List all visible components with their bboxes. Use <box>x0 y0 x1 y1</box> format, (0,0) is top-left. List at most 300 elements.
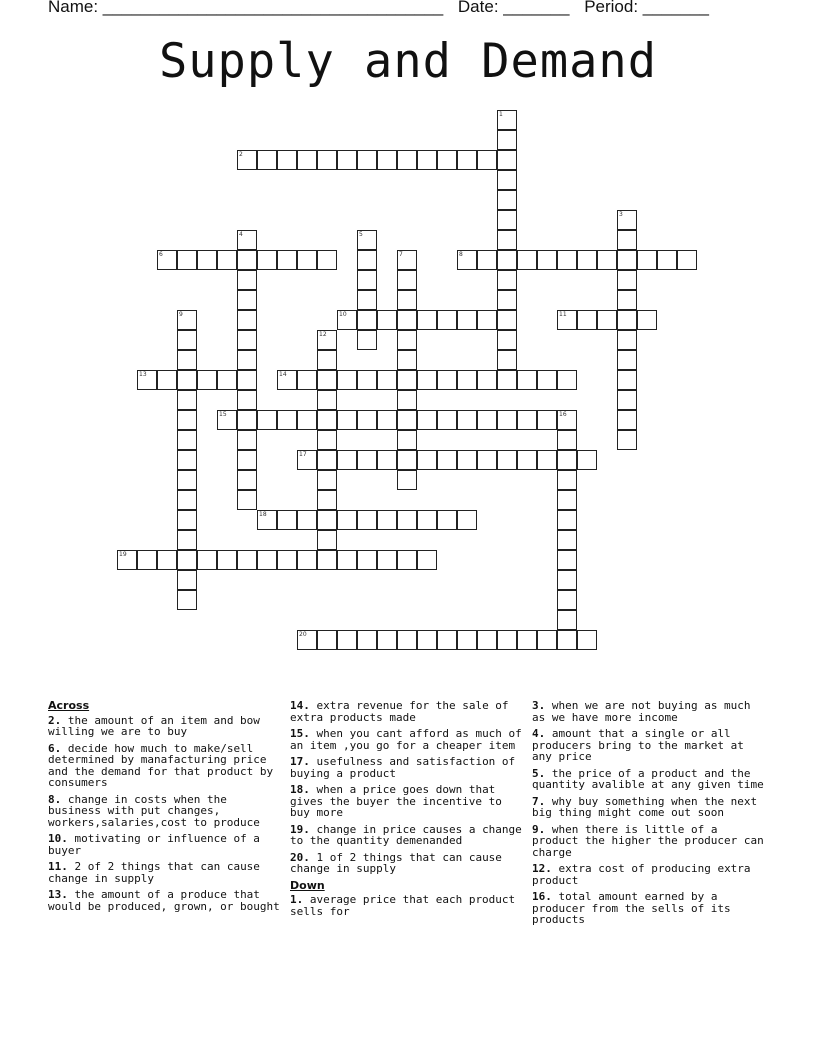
cell-number: 4 <box>239 231 243 238</box>
cell-number: 7 <box>399 251 403 258</box>
crossword-cell[interactable] <box>437 510 457 530</box>
crossword-cell[interactable] <box>497 330 517 350</box>
cell-number: 6 <box>159 251 163 258</box>
crossword-cell[interactable] <box>177 450 197 470</box>
crossword-cell[interactable] <box>497 350 517 370</box>
crossword-cell[interactable] <box>497 290 517 310</box>
crossword-cell[interactable] <box>577 250 597 270</box>
crossword-cell[interactable] <box>337 550 357 570</box>
crossword-cell[interactable] <box>397 550 417 570</box>
crossword-cell[interactable] <box>557 530 577 550</box>
crossword-cell[interactable] <box>397 290 417 310</box>
crossword-cell[interactable] <box>497 210 517 230</box>
crossword-cell[interactable] <box>237 550 257 570</box>
crossword-cell[interactable] <box>397 630 417 650</box>
clue-item <box>290 852 522 875</box>
cell-number: 9 <box>179 311 183 318</box>
clue-item <box>290 894 522 917</box>
crossword-cell[interactable] <box>577 450 597 470</box>
crossword-cell[interactable] <box>337 450 357 470</box>
crossword-cell[interactable] <box>297 410 317 430</box>
clue-item <box>48 743 280 789</box>
crossword-cell[interactable] <box>397 330 417 350</box>
crossword-cell[interactable] <box>177 590 197 610</box>
clue-number: 14. <box>290 699 310 712</box>
clue-number: 17. <box>290 755 310 768</box>
crossword-cell[interactable] <box>317 630 337 650</box>
crossword-cell[interactable] <box>557 250 577 270</box>
clue-number: 11. <box>48 860 68 873</box>
clue-text: when there is little of a product the higher the producer can charge <box>532 822 764 859</box>
clue-text: the price of a product and the quantity avalible at any given time <box>532 766 764 791</box>
cell-number: 20 <box>299 631 307 638</box>
crossword-cell[interactable] <box>397 390 417 410</box>
clue-number: 3. <box>532 699 546 712</box>
clue-text: extra revenue for the sale of extra products made <box>290 699 509 724</box>
crossword-cell[interactable] <box>377 410 397 430</box>
crossword-cell[interactable] <box>317 330 337 350</box>
crossword-cell[interactable] <box>357 250 377 270</box>
crossword-cell[interactable] <box>497 170 517 190</box>
clue-item <box>532 891 764 926</box>
clue-number: 6. <box>48 741 62 755</box>
crossword-cell[interactable] <box>177 330 197 350</box>
crossword-cell[interactable] <box>417 550 437 570</box>
cell-number: 14 <box>279 371 287 378</box>
crossword-cell[interactable] <box>617 410 637 430</box>
crossword-cell[interactable] <box>317 450 337 470</box>
crossword-cell[interactable] <box>517 370 537 390</box>
crossword-cell[interactable] <box>237 230 257 250</box>
clue-item <box>290 700 522 723</box>
crossword-cell[interactable] <box>257 250 277 270</box>
crossword-cell[interactable] <box>117 550 137 570</box>
crossword-cell[interactable] <box>397 470 417 490</box>
crossword-cell[interactable] <box>317 410 337 430</box>
crossword-cell[interactable] <box>517 410 537 430</box>
crossword-cell[interactable] <box>417 150 437 170</box>
crossword-cell[interactable] <box>377 630 397 650</box>
crossword-cell[interactable] <box>237 350 257 370</box>
crossword-cell[interactable] <box>237 150 257 170</box>
crossword-cell[interactable] <box>317 530 337 550</box>
crossword-cell[interactable] <box>277 150 297 170</box>
clue-text: the amount of an item and bow willing we are to buy <box>48 713 260 738</box>
crossword-cell[interactable] <box>397 450 417 470</box>
cell-number: 19 <box>119 551 127 558</box>
crossword-cell[interactable] <box>557 410 577 430</box>
crossword-cell[interactable] <box>417 630 437 650</box>
crossword-cell[interactable] <box>417 510 437 530</box>
crossword-cell[interactable] <box>337 310 357 330</box>
crossword-cell[interactable] <box>557 470 577 490</box>
cell-number: 18 <box>259 511 267 518</box>
crossword-cell[interactable] <box>337 630 357 650</box>
crossword-cell[interactable] <box>317 490 337 510</box>
crossword-cell[interactable] <box>437 150 457 170</box>
cell-number: 17 <box>299 451 307 458</box>
name-field[interactable]: Name: ____________________________________ <box>48 0 444 16</box>
crossword-cell[interactable] <box>457 150 477 170</box>
clue-number: 18. <box>290 783 310 796</box>
crossword-cell[interactable] <box>357 330 377 350</box>
crossword-cell[interactable] <box>297 250 317 270</box>
crossword-cell[interactable] <box>397 310 417 330</box>
crossword-cell[interactable] <box>137 550 157 570</box>
crossword-cell[interactable] <box>317 350 337 370</box>
cell-number: 1 <box>499 111 503 118</box>
crossword-cell[interactable] <box>557 490 577 510</box>
crossword-cell[interactable] <box>677 250 697 270</box>
clue-item <box>532 700 764 723</box>
crossword-cell[interactable] <box>497 230 517 250</box>
crossword-cell[interactable] <box>237 330 257 350</box>
crossword-cell[interactable] <box>657 250 677 270</box>
crossword-cell[interactable] <box>357 150 377 170</box>
clue-number: 5. <box>532 766 546 780</box>
crossword-cell[interactable] <box>177 250 197 270</box>
crossword-cell[interactable] <box>437 410 457 430</box>
clue-number: 20. <box>290 850 310 864</box>
crossword-cell[interactable] <box>617 210 637 230</box>
cell-number: 12 <box>319 331 327 338</box>
clue-text: the amount of a produce that would be produced, grown, or bought <box>48 888 280 913</box>
crossword-cell[interactable] <box>377 550 397 570</box>
crossword-cell[interactable] <box>237 430 257 450</box>
clue-text: decide how much to make/sell determined by manafacturing price and the demand for that product by consumers <box>48 741 274 789</box>
clue-item <box>290 784 522 819</box>
crossword-cell[interactable] <box>177 410 197 430</box>
crossword-cell[interactable] <box>557 570 577 590</box>
crossword-cell[interactable] <box>457 310 477 330</box>
crossword-cell[interactable] <box>357 410 377 430</box>
crossword-cell[interactable] <box>637 310 657 330</box>
crossword-cell[interactable] <box>137 370 157 390</box>
crossword-cell[interactable] <box>517 250 537 270</box>
period-field[interactable]: Period: _______ <box>584 0 709 16</box>
crossword-cell[interactable] <box>177 530 197 550</box>
clue-item <box>290 756 522 779</box>
clue-item <box>532 824 764 859</box>
crossword-cell[interactable] <box>277 410 297 430</box>
crossword-cell[interactable] <box>177 390 197 410</box>
crossword-cell[interactable] <box>637 250 657 270</box>
crossword-cell[interactable] <box>477 250 497 270</box>
crossword-cell[interactable] <box>497 110 517 130</box>
crossword-cell[interactable] <box>557 590 577 610</box>
clue-number: 15. <box>290 727 310 740</box>
crossword-cell[interactable] <box>377 450 397 470</box>
crossword-cell[interactable] <box>357 230 377 250</box>
cell-number: 8 <box>459 251 463 258</box>
crossword-cell[interactable] <box>537 630 557 650</box>
crossword-cell[interactable] <box>617 310 637 330</box>
crossword-cell[interactable] <box>317 470 337 490</box>
crossword-cell[interactable] <box>317 250 337 270</box>
across-heading: Across <box>48 699 90 712</box>
crossword-cell[interactable] <box>617 230 637 250</box>
crossword-cell[interactable] <box>337 150 357 170</box>
crossword-cell[interactable] <box>537 410 557 430</box>
cell-number: 10 <box>339 311 347 318</box>
clue-item <box>48 861 280 884</box>
crossword-cell[interactable] <box>237 470 257 490</box>
crossword-cell[interactable] <box>357 510 377 530</box>
crossword-cell[interactable] <box>437 310 457 330</box>
crossword-cell[interactable] <box>157 250 177 270</box>
crossword-cell[interactable] <box>457 510 477 530</box>
crossword-cell[interactable] <box>617 350 637 370</box>
crossword-cell[interactable] <box>177 370 197 390</box>
crossword-cell[interactable] <box>357 450 377 470</box>
clue-number: 16. <box>532 890 552 903</box>
crossword-cell[interactable] <box>377 310 397 330</box>
clue-column-3 <box>532 700 764 931</box>
crossword-cell[interactable] <box>277 370 297 390</box>
crossword-cell[interactable] <box>597 310 617 330</box>
crossword-cell[interactable] <box>437 370 457 390</box>
crossword-cell[interactable] <box>237 290 257 310</box>
crossword-cell[interactable] <box>217 370 237 390</box>
crossword-cell[interactable] <box>177 310 197 330</box>
clue-number: 1. <box>290 893 304 906</box>
crossword-cell[interactable] <box>257 550 277 570</box>
crossword-cell[interactable] <box>577 310 597 330</box>
crossword-cell[interactable] <box>217 410 237 430</box>
clue-text: average price that each product sells for <box>290 893 516 918</box>
crossword-cell[interactable] <box>437 450 457 470</box>
crossword-cell[interactable] <box>177 490 197 510</box>
crossword-cell[interactable] <box>477 410 497 430</box>
clue-item <box>290 824 522 847</box>
clue-text: amount that a single or all producers bring to the market at any price <box>532 727 744 763</box>
clue-item <box>48 889 280 912</box>
crossword-cell[interactable] <box>277 550 297 570</box>
crossword-cell[interactable] <box>357 270 377 290</box>
clue-text: when a price goes down that gives the buyer the incentive to buy more <box>290 783 502 819</box>
crossword-cell[interactable] <box>237 390 257 410</box>
crossword-cell[interactable] <box>337 410 357 430</box>
crossword-cell[interactable] <box>597 250 617 270</box>
crossword-cell[interactable] <box>237 410 257 430</box>
crossword-cell[interactable] <box>537 370 557 390</box>
crossword-cell[interactable] <box>517 450 537 470</box>
crossword-cell[interactable] <box>457 370 477 390</box>
crossword-cell[interactable] <box>257 410 277 430</box>
crossword-cell[interactable] <box>157 370 177 390</box>
cell-number: 16 <box>559 411 567 418</box>
crossword-cell[interactable] <box>477 630 497 650</box>
cell-number: 5 <box>359 231 363 238</box>
crossword-cell[interactable] <box>237 310 257 330</box>
clue-text: 2 of 2 things that can cause change in supply <box>48 860 260 885</box>
crossword-cell[interactable] <box>477 450 497 470</box>
crossword-cell[interactable] <box>397 370 417 390</box>
clue-number: 4. <box>532 727 546 740</box>
crossword-cell[interactable] <box>497 270 517 290</box>
crossword-cell[interactable] <box>357 370 377 390</box>
cell-number: 13 <box>139 371 147 378</box>
crossword-cell[interactable] <box>617 250 637 270</box>
clue-text: motivating or influence of a buyer <box>48 832 260 857</box>
crossword-cell[interactable] <box>177 470 197 490</box>
clue-text: extra cost of producing extra product <box>532 862 751 887</box>
clue-item <box>532 863 764 886</box>
crossword-cell[interactable] <box>617 430 637 450</box>
crossword-cell[interactable] <box>497 370 517 390</box>
crossword-cell[interactable] <box>357 310 377 330</box>
crossword-cell[interactable] <box>217 550 237 570</box>
crossword-cell[interactable] <box>297 630 317 650</box>
crossword-cell[interactable] <box>557 370 577 390</box>
crossword-cell[interactable] <box>437 630 457 650</box>
clue-text: 1 of 2 things that can cause change in supply <box>290 850 502 875</box>
clue-item <box>532 728 764 763</box>
crossword-cell[interactable] <box>497 250 517 270</box>
crossword-cell[interactable] <box>417 310 437 330</box>
crossword-cell[interactable] <box>237 250 257 270</box>
clue-number: 13. <box>48 888 68 901</box>
crossword-cell[interactable] <box>297 510 317 530</box>
crossword-cell[interactable] <box>557 610 577 630</box>
crossword-cell[interactable] <box>177 550 197 570</box>
crossword-cell[interactable] <box>537 250 557 270</box>
crossword-cell[interactable] <box>337 510 357 530</box>
crossword-cell[interactable] <box>617 290 637 310</box>
crossword-cell[interactable] <box>197 550 217 570</box>
crossword-cell[interactable] <box>397 430 417 450</box>
crossword-cell[interactable] <box>357 550 377 570</box>
cell-number: 15 <box>219 411 227 418</box>
cell-number: 2 <box>239 151 243 158</box>
clue-text: total amount earned by a producer from the sells of its products <box>532 890 731 926</box>
crossword-cell[interactable] <box>557 630 577 650</box>
crossword-cell[interactable] <box>277 510 297 530</box>
crossword-cell[interactable] <box>557 510 577 530</box>
crossword-cell[interactable] <box>317 430 337 450</box>
crossword-cell[interactable] <box>397 270 417 290</box>
crossword-cell[interactable] <box>617 370 637 390</box>
crossword-cell[interactable] <box>377 150 397 170</box>
crossword-cell[interactable] <box>617 330 637 350</box>
crossword-cell[interactable] <box>457 450 477 470</box>
crossword-cell[interactable] <box>477 370 497 390</box>
crossword-cell[interactable] <box>237 490 257 510</box>
crossword-cell[interactable] <box>297 550 317 570</box>
clue-column-2 <box>290 700 522 922</box>
crossword-cell[interactable] <box>557 430 577 450</box>
crossword-cell[interactable] <box>197 370 217 390</box>
crossword-cell[interactable] <box>557 310 577 330</box>
crossword-cell[interactable] <box>377 370 397 390</box>
crossword-cell[interactable] <box>457 250 477 270</box>
crossword-cell[interactable] <box>317 150 337 170</box>
crossword-cell[interactable] <box>337 370 357 390</box>
crossword-cell[interactable] <box>497 130 517 150</box>
crossword-cell[interactable] <box>317 370 337 390</box>
crossword-cell[interactable] <box>357 290 377 310</box>
clue-number: 10. <box>48 832 68 845</box>
crossword-cell[interactable] <box>497 190 517 210</box>
clue-text: usefulness and satisfaction of buying a product <box>290 755 516 780</box>
clue-item <box>48 715 280 738</box>
crossword-cell[interactable] <box>557 550 577 570</box>
crossword-cell[interactable] <box>397 510 417 530</box>
clue-text: change in price causes a change to the quantity demenanded <box>290 822 522 847</box>
clue-text: change in costs when the business with put changes, workers,salaries,cost to produce <box>48 792 260 829</box>
clue-text: when we are not buying as much as we have more income <box>532 699 751 724</box>
crossword-cell[interactable] <box>177 510 197 530</box>
crossword-cell[interactable] <box>237 370 257 390</box>
date-field[interactable]: Date: _______ <box>457 0 570 16</box>
crossword-cell[interactable] <box>277 250 297 270</box>
crossword-cell[interactable] <box>317 510 337 530</box>
crossword-cell[interactable] <box>397 150 417 170</box>
crossword-cell[interactable] <box>557 450 577 470</box>
clue-number: 12. <box>532 862 552 875</box>
clue-number: 7. <box>532 794 546 808</box>
crossword-cell[interactable] <box>297 370 317 390</box>
down-heading: Down <box>290 878 325 892</box>
clue-item <box>290 728 522 751</box>
crossword-cell[interactable] <box>257 150 277 170</box>
crossword-cell[interactable] <box>517 630 537 650</box>
clue-number: 2. <box>48 713 62 727</box>
crossword-cell[interactable] <box>297 450 317 470</box>
crossword-cell[interactable] <box>497 310 517 330</box>
crossword-cell[interactable] <box>177 350 197 370</box>
crossword-cell[interactable] <box>457 410 477 430</box>
crossword-cell[interactable] <box>397 250 417 270</box>
crossword-cell[interactable] <box>477 310 497 330</box>
crossword-cell[interactable] <box>617 270 637 290</box>
crossword-cell[interactable] <box>497 450 517 470</box>
crossword-cell[interactable] <box>457 630 477 650</box>
crossword-cell[interactable] <box>397 410 417 430</box>
clue-item <box>532 768 764 791</box>
clue-number: 9. <box>532 822 546 836</box>
clue-item <box>532 796 764 819</box>
clue-item <box>48 833 280 856</box>
crossword-cell[interactable] <box>317 390 337 410</box>
crossword-cell[interactable] <box>497 630 517 650</box>
crossword-cell[interactable] <box>197 250 217 270</box>
crossword-cell[interactable] <box>617 390 637 410</box>
crossword-cell[interactable] <box>497 410 517 430</box>
crossword-cell[interactable] <box>397 350 417 370</box>
crossword-cell[interactable] <box>157 550 177 570</box>
crossword-cell[interactable] <box>577 630 597 650</box>
crossword-cell[interactable] <box>297 150 317 170</box>
crossword-cell[interactable] <box>497 150 517 170</box>
crossword-cell[interactable] <box>257 510 277 530</box>
crossword-cell[interactable] <box>477 150 497 170</box>
cell-number: 3 <box>619 211 623 218</box>
cell-number: 11 <box>559 311 567 318</box>
crossword-cell[interactable] <box>317 550 337 570</box>
crossword-cell[interactable] <box>237 450 257 470</box>
crossword-cell[interactable] <box>217 250 237 270</box>
crossword-cell[interactable] <box>177 430 197 450</box>
crossword-cell[interactable] <box>357 630 377 650</box>
crossword-cell[interactable] <box>417 370 437 390</box>
crossword-cell[interactable] <box>237 270 257 290</box>
crossword-cell[interactable] <box>177 570 197 590</box>
crossword-cell[interactable] <box>377 510 397 530</box>
crossword-cell[interactable] <box>537 450 557 470</box>
crossword-cell[interactable] <box>417 450 437 470</box>
crossword-cell[interactable] <box>417 410 437 430</box>
